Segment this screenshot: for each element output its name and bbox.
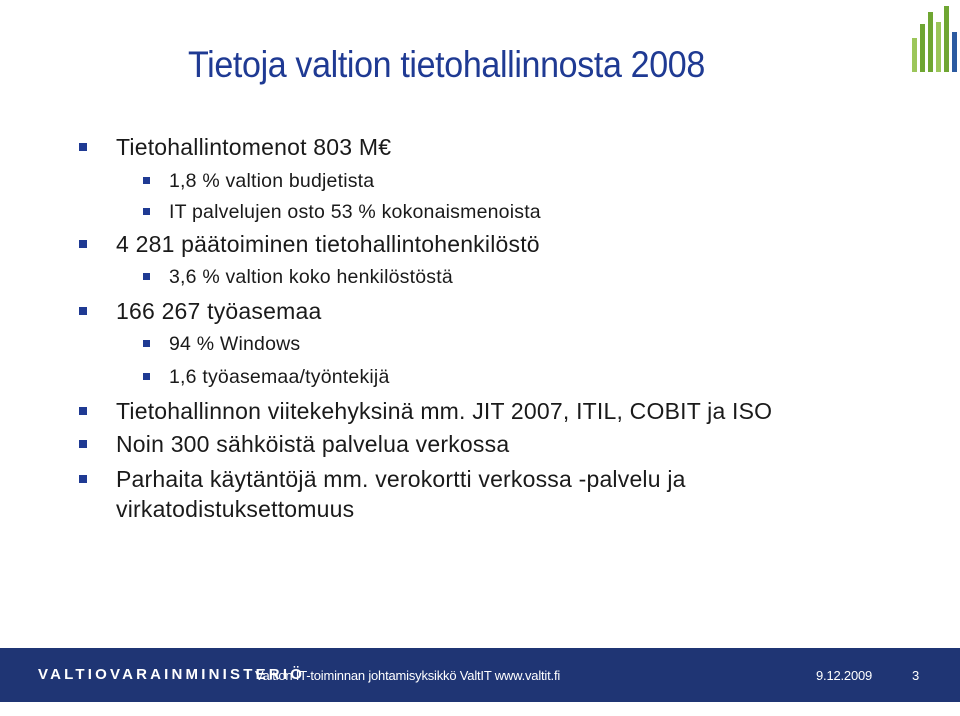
bullet-text: IT palvelujen osto 53 % kokonaismenoista <box>169 201 541 223</box>
bullet-text: Noin 300 sähköistä palvelua verkossa <box>116 431 510 457</box>
bullet-text: 1,8 % valtion budjetista <box>169 170 375 192</box>
square-bullet-icon <box>143 208 150 215</box>
bullet-item <box>116 464 686 524</box>
bullet-item <box>116 396 772 426</box>
square-bullet-icon <box>79 240 87 248</box>
square-bullet-icon <box>79 440 87 448</box>
slide-title: Tietoja valtion tietohallinnosta 2008 <box>188 44 705 85</box>
bullet-text: 166 267 työasemaa <box>116 298 322 324</box>
page-number: 3 <box>912 668 920 683</box>
bullet-text: 3,6 % valtion koko henkilöstöstä <box>169 266 453 288</box>
square-bullet-icon <box>79 407 87 415</box>
sub-bullet-item <box>169 168 374 194</box>
bullet-item <box>116 132 391 162</box>
square-bullet-icon <box>143 273 150 280</box>
footer-date: 9.12.2009 <box>816 668 873 683</box>
square-bullet-icon <box>143 177 150 184</box>
bullet-item <box>116 429 509 459</box>
bullet-text: Tietohallinnon viitekehyksinä mm. JIT 2007, ITIL, COBIT ja ISO <box>116 398 773 424</box>
bullet-text: 94 % Windows <box>169 333 301 355</box>
footer-bar <box>0 648 960 702</box>
sub-bullet-item <box>169 264 453 290</box>
square-bullet-icon <box>79 307 87 315</box>
square-bullet-icon <box>143 373 150 380</box>
bullet-item <box>116 229 540 259</box>
square-bullet-icon <box>143 340 150 347</box>
sub-bullet-item <box>169 199 541 225</box>
bullet-text: 1,6 työasemaa/työntekijä <box>169 366 390 388</box>
bullet-item <box>116 296 321 326</box>
bullet-text-continuation: virkatodistuksettomuus <box>116 496 355 522</box>
sub-bullet-item <box>169 331 300 357</box>
bullet-text: Parhaita käytäntöjä mm. verokortti verkossa -palvelu ja <box>116 466 686 492</box>
square-bullet-icon <box>79 475 87 483</box>
square-bullet-icon <box>79 143 87 151</box>
sub-bullet-item <box>169 364 390 390</box>
organization-logo-text: VALTIOVARAINMINISTERIÖ <box>38 666 306 683</box>
bullet-text: 4 281 päätoiminen tietohallintohenkilöstö <box>116 231 540 257</box>
bullet-text: Tietohallintomenot 803 M€ <box>116 134 392 160</box>
footer-info: Valtion IT-toiminnan johtamisyksikkö ValtIT www.valtit.fi <box>255 668 561 683</box>
